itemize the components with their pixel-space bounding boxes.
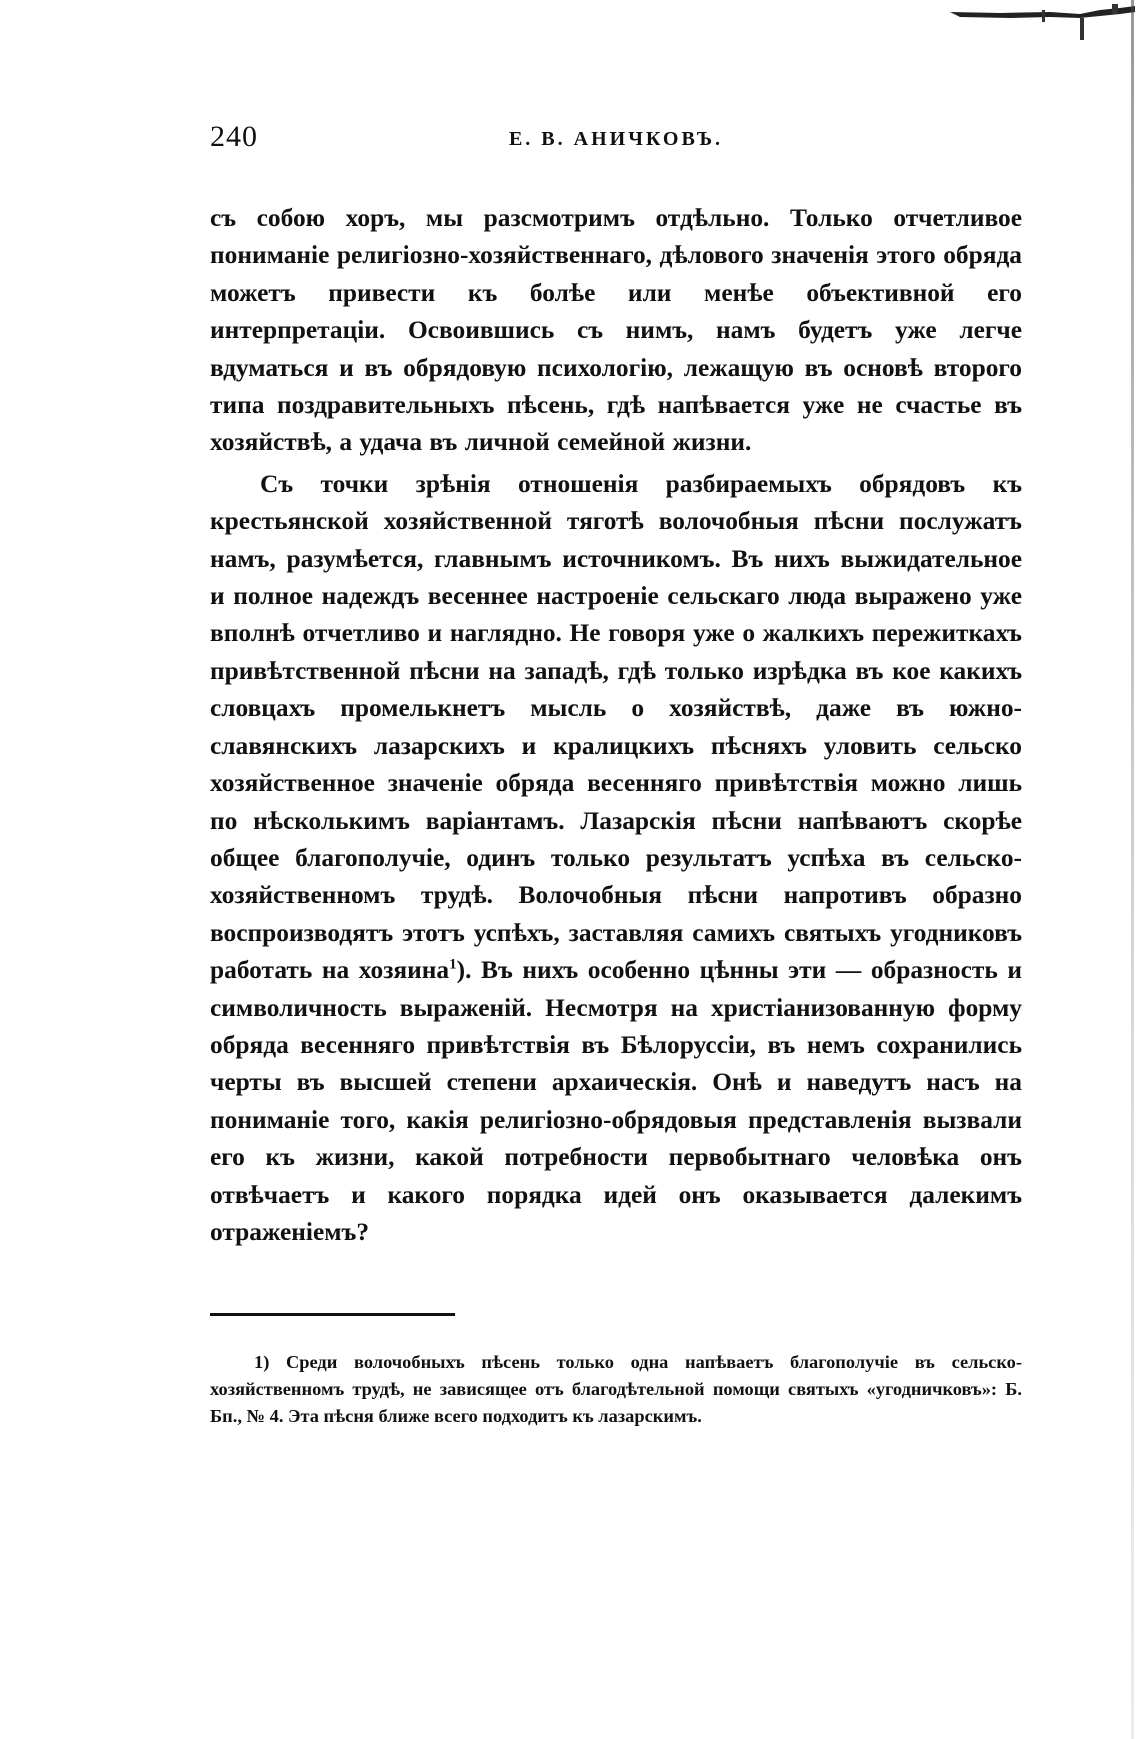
page-edge bbox=[1131, 0, 1134, 1739]
footnote-reference: 1 bbox=[449, 956, 457, 973]
book-page bbox=[210, 120, 1022, 1700]
page-number: 240 bbox=[210, 120, 258, 153]
footnote: 1) Среди волочобныхъ пѣсень только одна напѣваетъ благополучіе въ сельско-хозяйственномъ трудѣ, не зависящее отъ благодѣтельной помощи святыхъ «угодничковъ»: Б. Бп., № 4. Эта пѣсня ближе всего подходитъ къ лазарскимъ. bbox=[210, 1352, 1022, 1427]
running-head: Е. В. АНИЧКОВЪ. bbox=[508, 128, 724, 150]
paragraph: съ собою хоръ, мы разсмотримъ отдѣльно. Только отчетливое пониманіе религіозно-хозяйственнаго, дѣлового значенія этого обряда можетъ привести къ болѣе или менѣе объективной его интерпретаціи. Освоившись съ нимъ, намъ будетъ уже легче вдуматься и въ обрядовую психологію, лежащую въ основѣ второго типа поздравительныхъ пѣсень, гдѣ напѣвается уже не счастье въ хозяйствѣ, а удача въ личной семейной жизни. bbox=[210, 204, 1022, 457]
scan-artifact bbox=[930, 0, 1140, 40]
body-text bbox=[210, 200, 1022, 1251]
paragraph-text: Съ точки зрѣнія отношенія разбираемыхъ обрядовъ къ крестьянской хозяйственной тяготѣ волочобныя пѣсни послужатъ намъ, разумѣется, главнымъ источникомъ. Въ нихъ выжидательное и полное надеждъ весеннее настроеніе сельскаго люда выражено уже вполнѣ отчетливо и наглядно. Не говоря уже о жалкихъ пережиткахъ привѣтственной пѣсни на западѣ, гдѣ только изрѣдка въ кое какихъ словцахъ промелькнетъ мысль о хозяйствѣ, даже въ южно-славянскихъ лазарскихъ и кралицкихъ пѣсняхъ уловить сельско хозяйственное значеніе обряда весенняго привѣтствія можно лишь по нѣсколькимъ варіантамъ. Лазарскія пѣсни напѣваютъ скорѣе общее благополучіе, одинъ только результатъ успѣха въ сельско-хозяйственномъ трудѣ. Волочобныя пѣсни напротивъ образно воспроизводятъ этотъ успѣхъ, заставляя самихъ святыхъ угодниковъ работать на хозяина bbox=[210, 469, 1022, 985]
paragraph bbox=[210, 466, 1022, 1252]
paragraph-text: ). Въ нихъ особенно цѣнны эти — образность и символичность выраженій. Несмотря на христіанизованную форму обряда весенняго привѣтствія въ Бѣлоруссіи, въ немъ сохранились черты въ высшей степени архаическія. Онѣ и наведутъ насъ на пониманіе того, какія религіозно-обрядовыя представленія вызвали его къ жизни, какой потребности первобытнаго человѣка онъ отвѣчаетъ и какого порядка идей онъ оказывается далекимъ отраженіемъ? bbox=[210, 956, 1022, 1246]
page-header bbox=[210, 120, 1022, 160]
footnote-divider bbox=[210, 1313, 455, 1316]
